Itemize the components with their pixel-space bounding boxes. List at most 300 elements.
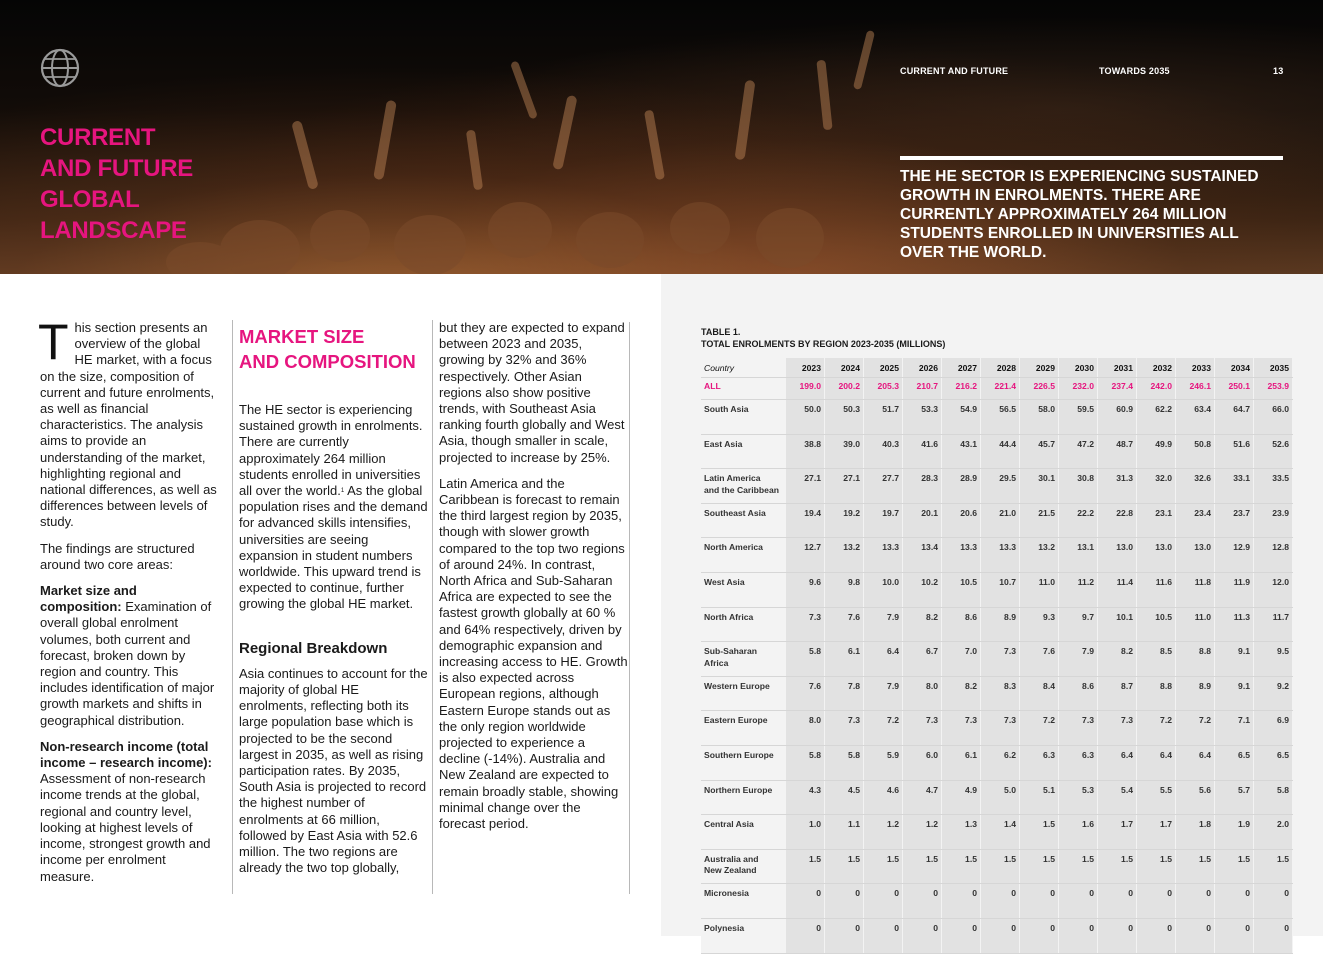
value-cell: 7.9 [864,607,903,642]
value-cell: 9.6 [786,572,825,607]
value-cell: 1.5 [981,849,1020,884]
value-cell: 1.6 [1059,815,1098,850]
value-cell: 0 [825,884,864,919]
value-cell: 0 [1215,884,1254,919]
value-cell: 7.3 [825,711,864,746]
value-cell: 1.1 [825,815,864,850]
value-cell: 4.6 [864,780,903,815]
value-cell: 0 [942,884,981,919]
region-name [701,434,786,469]
value-cell: 8.2 [942,676,981,711]
value-cell: 1.7 [1137,815,1176,850]
value-cell: 1.5 [903,849,942,884]
value-cell: 1.4 [981,815,1020,850]
value-cell: 6.4 [864,642,903,677]
table-row [701,884,1293,919]
region-name [701,815,786,850]
value-cell: 0 [786,884,825,919]
value-cell: 5.6 [1176,780,1215,815]
value-cell: 6.4 [1137,745,1176,780]
value-cell: 30.8 [1059,469,1098,504]
table-header-row [701,358,1293,378]
value-cell: 8.6 [942,607,981,642]
value-cell: 1.5 [1098,849,1137,884]
year-header: 2027 [942,358,981,378]
value-cell: 13.3 [981,538,1020,573]
value-cell: 5.0 [981,780,1020,815]
value-cell: 0 [1020,918,1059,953]
value-cell: 8.9 [1176,676,1215,711]
value-cell: 9.7 [1059,607,1098,642]
value-cell: 64.7 [1215,400,1254,435]
value-cell: 27.1 [786,469,825,504]
value-cell: 23.1 [1137,503,1176,538]
value-cell: 7.8 [825,676,864,711]
value-cell: 11.7 [1254,607,1293,642]
table-row [701,378,1293,400]
value-cell: 199.0 [786,378,825,400]
value-cell: 0 [981,918,1020,953]
value-cell: 242.0 [1137,378,1176,400]
globe-icon [40,48,80,88]
value-cell: 6.7 [903,642,942,677]
value-cell: 22.8 [1098,503,1137,538]
value-cell: 28.3 [903,469,942,504]
table-row [701,676,1293,711]
value-cell: 5.8 [786,745,825,780]
value-cell: 216.2 [942,378,981,400]
region-name [701,378,786,400]
region-name [701,849,786,884]
value-cell: 6.1 [825,642,864,677]
table-row [701,745,1293,780]
value-cell: 27.7 [864,469,903,504]
value-cell: 7.3 [942,711,981,746]
value-cell: 5.8 [825,745,864,780]
value-cell: 0 [981,884,1020,919]
value-cell: 0 [1059,884,1098,919]
value-cell: 48.7 [1098,434,1137,469]
value-cell: 6.2 [981,745,1020,780]
value-cell: 1.5 [1254,849,1293,884]
value-cell: 21.0 [981,503,1020,538]
region-name [701,607,786,642]
value-cell: 33.1 [1215,469,1254,504]
regional-paragraph: Latin America and the Caribbean is forecast to remain the third largest region by 2035, though with slower growth compared to the top two regions of around 24%. In contrast, North Africa and Sub-Saharan Africa are expected to see the fastest growth globally at 60 % and 64% respectively, driven by demographic expansion and increasing access to HE. Growth is also expected across European regions, although Eastern Europe stands out as the only region worldwide projected to experience a decline (-14%). Australia and New Zealand are expected to remain broadly stable, showing minimal change over the forecast period. [439,475,628,832]
value-cell: 5.9 [864,745,903,780]
title-line: AND FUTURE [40,155,193,182]
value-cell: 5.1 [1020,780,1059,815]
value-cell: 250.1 [1215,378,1254,400]
region-name-line: West Asia [704,576,745,587]
value-cell: 38.8 [786,434,825,469]
region-name-line: ALL [704,381,721,391]
value-cell: 9.3 [1020,607,1059,642]
value-cell: 1.5 [1059,849,1098,884]
value-cell: 60.9 [1098,400,1137,435]
value-cell: 1.7 [1098,815,1137,850]
year-header: 2034 [1215,358,1254,378]
table-row [701,434,1293,469]
value-cell: 232.0 [1059,378,1098,400]
value-cell: 32.6 [1176,469,1215,504]
value-cell: 0 [1137,918,1176,953]
value-cell: 6.3 [1059,745,1098,780]
region-name [701,503,786,538]
table-row [701,815,1293,850]
year-header: 2030 [1059,358,1098,378]
value-cell: 7.6 [825,607,864,642]
value-cell: 221.4 [981,378,1020,400]
value-cell: 41.6 [903,434,942,469]
market-text: The HE sector is experiencing sustained growth in enrolments. There are currently approximately 264 million students enrolled in universities all over the world. [239,402,423,499]
value-cell: 1.3 [942,815,981,850]
value-cell: 0 [1098,884,1137,919]
value-cell: 53.3 [903,400,942,435]
value-cell: 1.2 [903,815,942,850]
table-title: TOTAL ENROLMENTS BY REGION 2023-2035 (MILLIONS) [701,339,946,349]
value-cell: 9.8 [825,572,864,607]
region-name-line: Southeast Asia [704,507,766,518]
subsection-label: TOWARDS 2035 [1099,66,1170,76]
value-cell: 0 [1176,918,1215,953]
column-divider [629,322,630,894]
value-cell: 5.7 [1215,780,1254,815]
value-cell: 7.1 [1215,711,1254,746]
value-cell: 11.6 [1137,572,1176,607]
table-row [701,503,1293,538]
value-cell: 11.9 [1215,572,1254,607]
value-cell: 6.3 [1020,745,1059,780]
region-name-line: Northern Europe [704,784,773,795]
table-row [701,469,1293,504]
value-cell: 7.2 [864,711,903,746]
country-header: Country [701,358,786,378]
value-cell: 10.0 [864,572,903,607]
market-text-2: As the global population rises and the demand for advanced skills intensifies, universities are seeing expansion in student numbers worldwide. This upward trend is expected to continue, further growing the global HE market. [239,483,428,612]
value-cell: 7.3 [981,711,1020,746]
table-row [701,538,1293,573]
year-header: 2024 [825,358,864,378]
value-cell: 7.3 [981,642,1020,677]
value-cell: 45.7 [1020,434,1059,469]
title-line: GLOBAL [40,186,140,213]
value-cell: 1.9 [1215,815,1254,850]
value-cell: 1.8 [1176,815,1215,850]
hero-banner [0,0,1323,274]
region-name [701,676,786,711]
value-cell: 8.4 [1020,676,1059,711]
value-cell: 7.2 [1176,711,1215,746]
value-cell: 13.3 [942,538,981,573]
value-cell: 0 [1254,884,1293,919]
value-cell: 1.2 [864,815,903,850]
region-name-line: and the Caribbean [704,484,779,495]
value-cell: 8.0 [903,676,942,711]
value-cell: 11.0 [1176,607,1215,642]
region-name-line: Central Asia [704,819,754,830]
value-cell: 59.5 [1059,400,1098,435]
table-row [701,642,1293,677]
value-cell: 11.4 [1098,572,1137,607]
core-area-title: Non-research income (total income – research income): [40,738,212,771]
value-cell: 6.4 [1098,745,1137,780]
value-cell: 7.3 [786,607,825,642]
region-name-line: New Zealand [704,865,757,876]
region-name-line: Southern Europe [704,749,774,760]
value-cell: 11.8 [1176,572,1215,607]
drop-cap: T [38,314,69,370]
value-cell: 62.2 [1137,400,1176,435]
value-cell: 6.5 [1215,745,1254,780]
value-cell: 0 [864,918,903,953]
value-cell: 0 [864,884,903,919]
value-cell: 210.7 [903,378,942,400]
value-cell: 9.2 [1254,676,1293,711]
region-name-line: Micronesia [704,888,749,899]
value-cell: 33.5 [1254,469,1293,504]
value-cell: 1.5 [786,849,825,884]
value-cell: 6.4 [1176,745,1215,780]
year-header: 2031 [1098,358,1137,378]
value-cell: 6.1 [942,745,981,780]
value-cell: 7.3 [1059,711,1098,746]
value-cell: 8.0 [786,711,825,746]
value-cell: 23.9 [1254,503,1293,538]
value-cell: 9.1 [1215,642,1254,677]
year-header: 2033 [1176,358,1215,378]
value-cell: 56.5 [981,400,1020,435]
pull-quote: THE HE SECTOR IS EXPERIENCING SUSTAINED GROWTH IN ENROLMENTS. THERE ARE CURRENTLY APPROXIMATELY 264 MILLION STUDENTS ENROLLED IN UNIVERSITIES ALL OVER THE WORLD. [900,168,1259,261]
value-cell: 13.2 [1020,538,1059,573]
value-cell: 237.4 [1098,378,1137,400]
value-cell: 0 [903,884,942,919]
footnote-marker: 1 [340,488,345,495]
value-cell: 7.6 [1020,642,1059,677]
value-cell: 246.1 [1176,378,1215,400]
value-cell: 6.9 [1254,711,1293,746]
region-name-line: Polynesia [704,922,745,933]
value-cell: 0 [1215,918,1254,953]
value-cell: 4.7 [903,780,942,815]
value-cell: 13.4 [903,538,942,573]
value-cell: 49.9 [1137,434,1176,469]
value-cell: 44.4 [981,434,1020,469]
value-cell: 1.5 [1215,849,1254,884]
value-cell: 54.9 [942,400,981,435]
value-cell: 6.5 [1254,745,1293,780]
value-cell: 47.2 [1059,434,1098,469]
value-cell: 43.1 [942,434,981,469]
value-cell: 1.5 [1137,849,1176,884]
core-area-text: Assessment of non-research income trends at the global, regional and country level, looking at highest levels of income, strongest growth and income per enrolment measure. [40,771,211,884]
region-name-line: Sub-Saharan [704,646,758,657]
value-cell: 1.5 [1020,815,1059,850]
value-cell: 39.0 [825,434,864,469]
table-row [701,711,1293,746]
value-cell: 10.2 [903,572,942,607]
heading-line: AND COMPOSITION [239,351,416,372]
table-row [701,607,1293,642]
value-cell: 0 [1254,918,1293,953]
value-cell: 200.2 [825,378,864,400]
enrolments-table [701,358,1293,954]
value-cell: 1.5 [1020,849,1059,884]
regional-paragraph: Asia continues to account for the majority of global HE enrolments, reflecting both its large population base which is projected to be the second largest in 2035, as well as rising participation rates. By 2035, South Asia is projected to record the highest number of enrolments at 66 million, followed by East Asia with 52.6 million. The two regions are already the two top globally, [239,665,428,876]
value-cell: 51.7 [864,400,903,435]
value-cell: 27.1 [825,469,864,504]
column-regional-continued [432,320,628,894]
region-name-line: Africa [704,657,729,668]
regional-paragraph: but they are expected to expand between 2023 and 2035, growing by 32% and 36% respectively. Other Asian regions also show positive trends, with Southeast Asia ranking fourth globally and West Asia, though smaller in scale, projected to increase by 25%. [439,320,625,465]
table-number: TABLE 1. [701,327,741,337]
region-name-line: East Asia [704,438,743,449]
title-line: LANDSCAPE [40,217,187,244]
value-cell: 30.1 [1020,469,1059,504]
value-cell: 66.0 [1254,400,1293,435]
region-name [701,642,786,677]
value-cell: 20.1 [903,503,942,538]
value-cell: 11.2 [1059,572,1098,607]
value-cell: 13.0 [1176,538,1215,573]
column-intro [38,314,220,895]
region-name-line: Eastern Europe [704,715,768,726]
value-cell: 1.5 [825,849,864,884]
value-cell: 12.0 [1254,572,1293,607]
value-cell: 4.3 [786,780,825,815]
value-cell: 11.0 [1020,572,1059,607]
value-cell: 1.5 [942,849,981,884]
value-cell: 12.8 [1254,538,1293,573]
value-cell: 13.0 [1098,538,1137,573]
year-header: 2028 [981,358,1020,378]
value-cell: 52.6 [1254,434,1293,469]
value-cell: 7.2 [1020,711,1059,746]
region-name [701,711,786,746]
value-cell: 2.0 [1254,815,1293,850]
value-cell: 7.0 [942,642,981,677]
page-title [40,122,193,246]
value-cell: 12.9 [1215,538,1254,573]
intro-text: his section presents an overview of the global HE market, with a focus on the size, composition of current and future enrolments, as well as financial characteristics. The analysis aims to provide an understanding of the market, highlighting regional and national differences, as well as differences between levels of study. [40,320,217,530]
value-cell: 22.2 [1059,503,1098,538]
value-cell: 21.5 [1020,503,1059,538]
value-cell: 8.2 [903,607,942,642]
region-name-line: Latin America [704,473,761,484]
year-header: 2032 [1137,358,1176,378]
value-cell: 40.3 [864,434,903,469]
region-name-line: Western Europe [704,680,770,691]
value-cell: 0 [1020,884,1059,919]
value-cell: 50.0 [786,400,825,435]
table-row [701,572,1293,607]
value-cell: 7.3 [903,711,942,746]
value-cell: 8.3 [981,676,1020,711]
value-cell: 19.4 [786,503,825,538]
year-header: 2029 [1020,358,1059,378]
region-name [701,572,786,607]
value-cell: 253.9 [1254,378,1293,400]
value-cell: 58.0 [1020,400,1059,435]
value-cell: 1.0 [786,815,825,850]
region-name [701,780,786,815]
value-cell: 0 [1098,918,1137,953]
section-heading [239,324,429,374]
value-cell: 4.9 [942,780,981,815]
core-area-text: Examination of overall global enrolment volumes, both current and forecast, broken down by region and country. This includes identification of major growth markets and shifts in geographical distribution. [40,599,215,728]
value-cell: 23.7 [1215,503,1254,538]
region-name [701,400,786,435]
value-cell: 5.5 [1137,780,1176,815]
value-cell: 6.0 [903,745,942,780]
title-line: CURRENT [40,124,156,151]
value-cell: 28.9 [942,469,981,504]
value-cell: 7.9 [1059,642,1098,677]
value-cell: 13.0 [1137,538,1176,573]
core-area-market [40,583,220,729]
value-cell: 11.3 [1215,607,1254,642]
value-cell: 10.5 [942,572,981,607]
value-cell: 13.1 [1059,538,1098,573]
value-cell: 12.7 [786,538,825,573]
value-cell: 8.9 [981,607,1020,642]
value-cell: 8.5 [1137,642,1176,677]
year-header: 2035 [1254,358,1293,378]
core-area-income [40,739,220,885]
value-cell: 19.2 [825,503,864,538]
value-cell: 0 [1137,884,1176,919]
region-name-line: South Asia [704,404,749,414]
value-cell: 5.4 [1098,780,1137,815]
value-cell: 63.4 [1176,400,1215,435]
value-cell: 51.6 [1215,434,1254,469]
value-cell: 8.7 [1098,676,1137,711]
value-cell: 0 [786,918,825,953]
heading-line: MARKET SIZE [239,326,365,347]
value-cell: 8.6 [1059,676,1098,711]
page-number: 13 [1273,66,1284,76]
value-cell: 0 [1059,918,1098,953]
region-name [701,538,786,573]
value-cell: 50.3 [825,400,864,435]
value-cell: 13.3 [864,538,903,573]
year-header: 2023 [786,358,825,378]
region-name [701,884,786,919]
table-caption [701,326,945,350]
region-name-line: North America [704,542,763,553]
value-cell: 1.5 [1176,849,1215,884]
value-cell: 9.1 [1215,676,1254,711]
value-cell: 10.5 [1137,607,1176,642]
value-cell: 0 [1176,884,1215,919]
value-cell: 8.8 [1137,676,1176,711]
value-cell: 226.5 [1020,378,1059,400]
year-header: 2026 [903,358,942,378]
table-row [701,849,1293,884]
column-market-size [232,320,429,894]
value-cell: 0 [942,918,981,953]
value-cell: 5.8 [1254,780,1293,815]
value-cell: 10.1 [1098,607,1137,642]
value-cell: 7.2 [1137,711,1176,746]
value-cell: 8.2 [1098,642,1137,677]
value-cell: 205.3 [864,378,903,400]
value-cell: 32.0 [1137,469,1176,504]
subheading: Regional Breakdown [239,639,388,657]
market-paragraph [239,402,429,613]
value-cell: 1.5 [864,849,903,884]
region-name [701,469,786,504]
